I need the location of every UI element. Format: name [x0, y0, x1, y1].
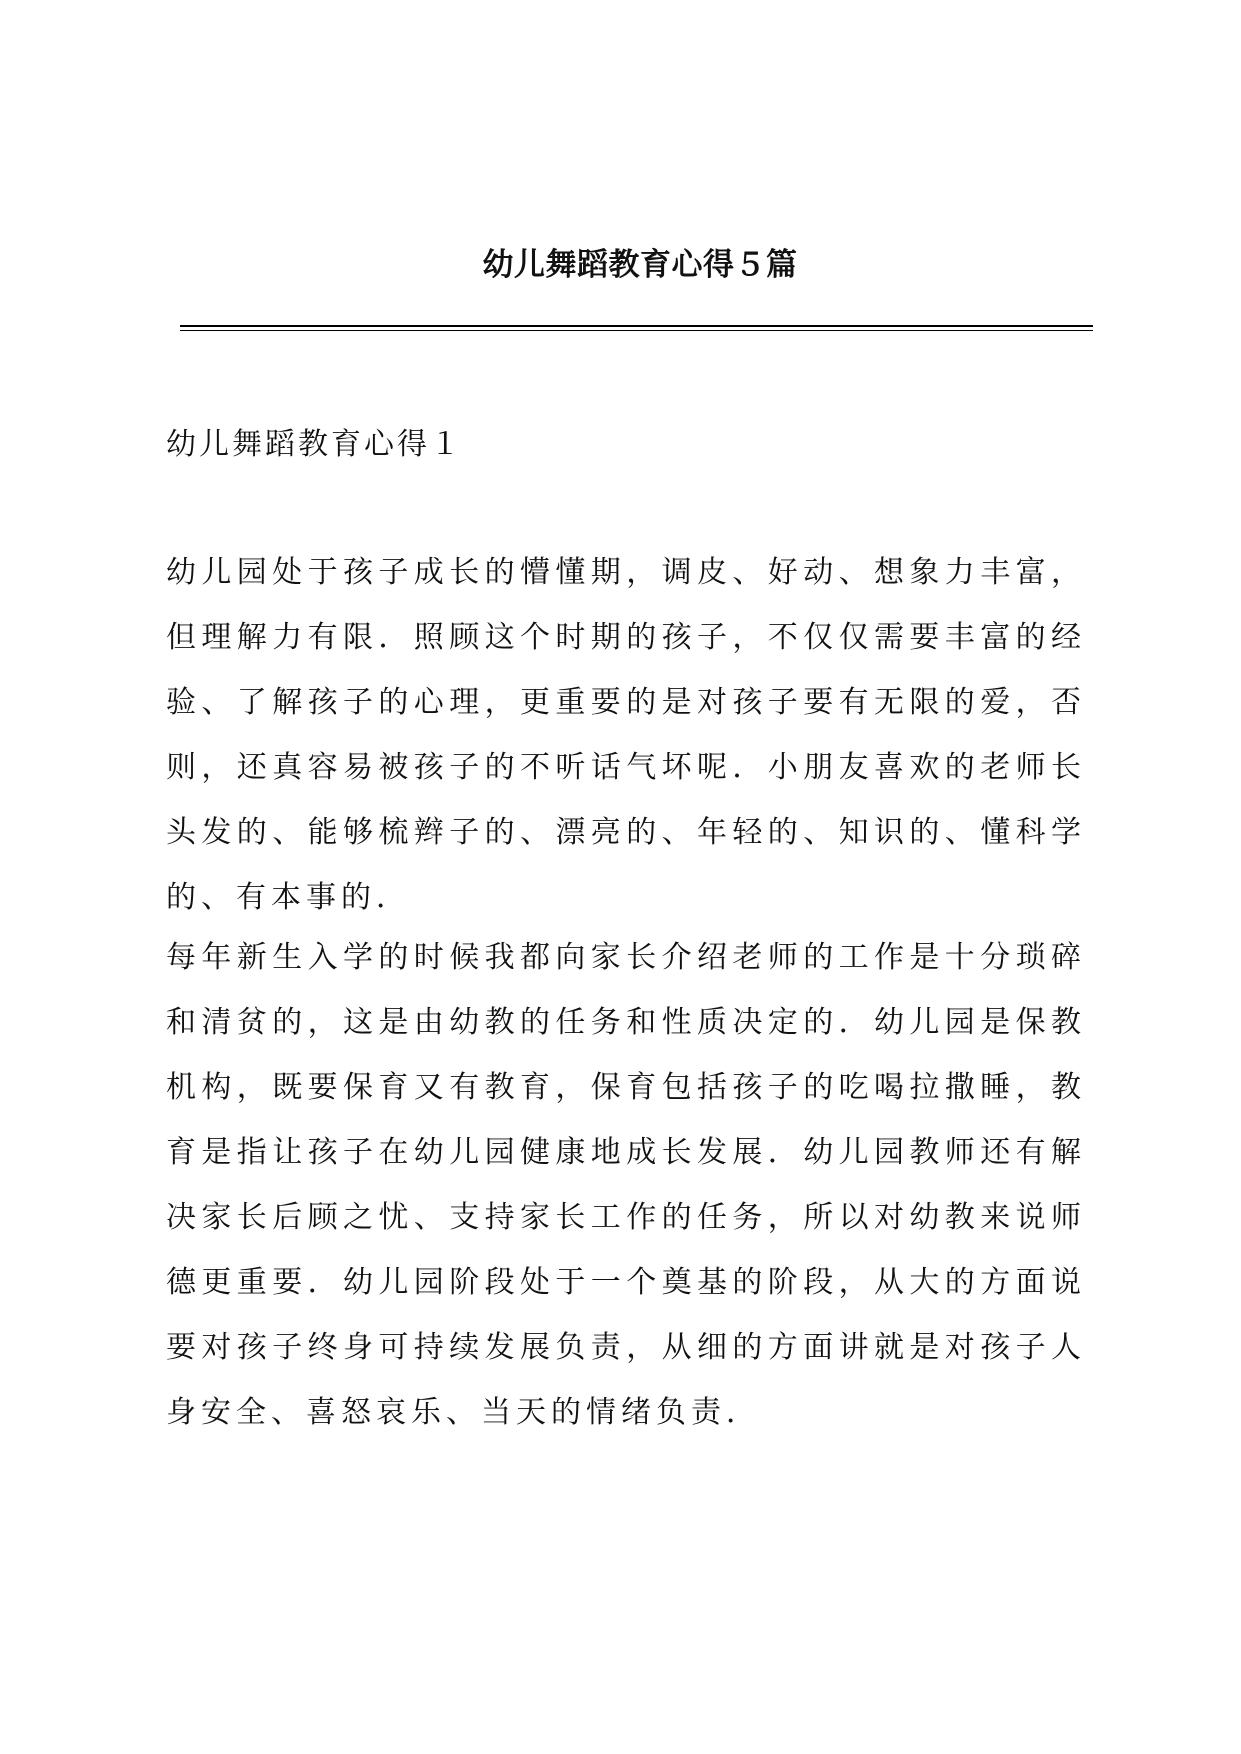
paragraph-2: 每年新生入学的时候我都向家长介绍老师的工作是十分琐碎和清贫的，这是由幼教的任务和性质决定的．幼儿园是保教机构，既要保育又有教育，保育包括孩子的吃喝拉撒睡，教育是指让孩子在幼儿园健康地成长发展．幼儿园教师还有解决家长后顾之忧、支持家长工作的任务，所以对幼教来说师德更重要．幼儿园阶段处于一个奠基的阶段，从大的方面说要对孩子终身可持续发展负责，从细的方面讲就是对孩子人身安全、喜怒哀乐、当天的情绪负责． — [166, 940, 1086, 1430]
section-heading: 幼儿舞蹈教育心得１ — [166, 427, 463, 462]
paragraph-1: 幼儿园处于孩子成长的懵懂期，调皮、好动、想象力丰富，但理解力有限．照顾这个时期的孩子，不仅仅需要丰富的经验、了解孩子的心理，更重要的是对孩子要有无限的爱，否则，还真容易被孩子的不听话气坏呢．小朋友喜欢的老师长头发的、能够梳辫子的、漂亮的、年轻的、知识的、懂科学的、有本事的． — [166, 555, 1086, 915]
title-divider-thin — [180, 330, 1093, 331]
document-title: 幼儿舞蹈教育心得５篇 — [482, 247, 798, 283]
title-divider-thick — [180, 325, 1093, 327]
